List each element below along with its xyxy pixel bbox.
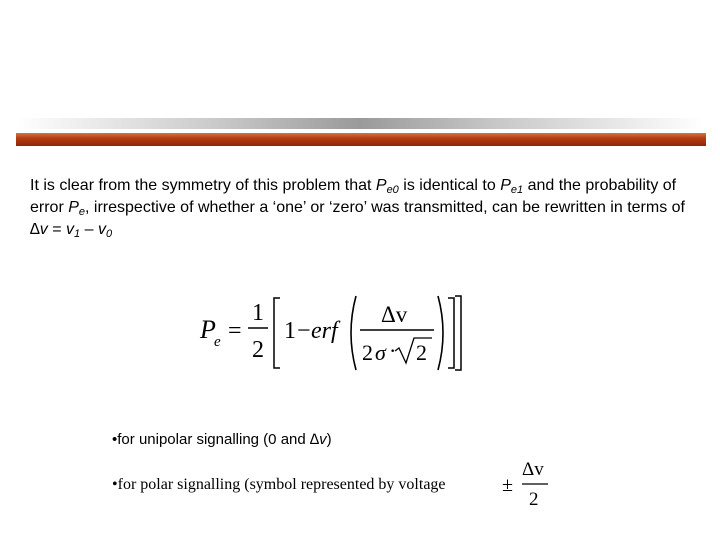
polar-fraction-numerator: Δv	[522, 459, 544, 480]
formula-erf: erf	[311, 318, 338, 344]
formula-one: 1	[284, 318, 296, 344]
formula-den-dot: ·	[389, 338, 397, 363]
bullet-unipolar-text: for unipolar signalling (0 and	[117, 431, 310, 448]
v0-base: v	[97, 221, 106, 238]
bullet-polar-text: for polar signalling (symbol represented by voltage	[117, 476, 446, 493]
symbol-v1	[66, 221, 80, 238]
bullet-marker: •	[112, 476, 118, 493]
para-text-1: It is clear from the symmetry of this problem that	[30, 177, 376, 194]
bullet-unipolar-delta-v: ∆v	[309, 431, 327, 448]
v1-base: v	[66, 221, 75, 238]
pe-subscript: e	[78, 206, 86, 218]
para-text-2: is identical to	[398, 177, 501, 194]
para-text-3: and the probability of error	[30, 177, 677, 216]
symbol-pe	[68, 199, 85, 216]
intro-paragraph	[30, 175, 705, 241]
formula-left-paren	[351, 296, 356, 370]
pe0-subscript: e0	[386, 184, 399, 196]
polar-fraction-denominator: 2	[529, 489, 539, 510]
formula-equals: =	[228, 318, 242, 344]
pe-base: P	[68, 199, 79, 216]
bullet-unipolar	[112, 431, 332, 448]
formula-den-two: 2	[362, 340, 373, 365]
pe1-subscript: e1	[510, 184, 524, 196]
para-text-5: =	[47, 221, 67, 238]
pe0-base: P	[375, 177, 387, 194]
para-text-6: –	[80, 221, 98, 238]
symbol-v0	[98, 221, 112, 238]
formula-pe-base: P	[200, 315, 216, 344]
bullet-unipolar-close: )	[326, 431, 332, 448]
error-probability-formula	[196, 290, 466, 376]
formula-pe-subscript: e	[214, 334, 221, 350]
pe1-base: P	[500, 177, 511, 194]
polar-voltage-fraction	[500, 458, 556, 514]
symbol-pe0	[376, 177, 399, 194]
formula-right-bracket-outer	[455, 296, 461, 370]
header-accent-band	[16, 133, 706, 146]
plus-minus-sign: ±	[502, 474, 513, 496]
formula-left-bracket	[274, 298, 280, 368]
formula-delta-v-numerator: Δv	[381, 302, 408, 327]
formula-half-denominator: 2	[252, 337, 264, 363]
symbol-delta-v: ∆v	[30, 221, 48, 238]
para-text-4: , irrespective of whether a ‘one’ or ‘zero’ was transmitted, can be rewritten in terms of	[85, 199, 685, 216]
bullet-polar	[112, 476, 446, 494]
bullet-marker: •	[112, 431, 118, 448]
formula-half-numerator: 1	[252, 300, 264, 326]
v1-subscript: 1	[74, 228, 81, 240]
formula-right-paren	[438, 296, 443, 370]
header-gray-rule	[16, 118, 704, 129]
formula-minus: −	[297, 318, 311, 344]
formula-sqrt-argument: 2	[416, 340, 427, 365]
v0-subscript: 0	[105, 228, 113, 240]
formula-right-bracket-inner	[448, 298, 454, 368]
formula-den-sigma: σ	[375, 340, 386, 365]
symbol-pe1	[500, 177, 523, 194]
